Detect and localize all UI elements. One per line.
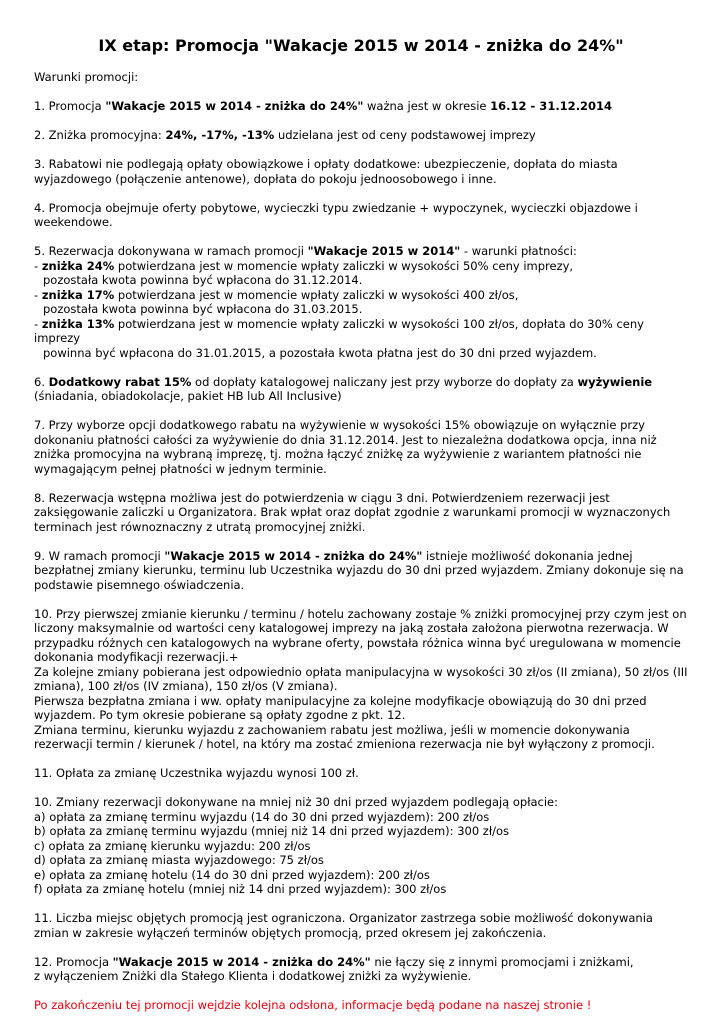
text: (śniadania, obiadokolacje, pakiet HB lub All Inclusive) <box>34 389 342 403</box>
condition-10-changes <box>34 607 688 752</box>
list-item: a) opłata za zmianę terminu wyjazdu (14 do 30 dni przed wyjazdem): 200 zł/os <box>34 809 490 824</box>
footer-notice: Po zakończeniu tej promocji wejdzie kolejna odsłona, informacje będą podane na naszej stronie ! <box>34 998 592 1012</box>
text: 9. W ramach promocji <box>34 548 165 563</box>
list-item: f) opłata za zmianę hotelu (mniej niż 14 dni przed wyjazdem): 300 zł/os <box>34 882 447 896</box>
extra-discount: Dodatkowy rabat 15% <box>48 374 192 389</box>
condition-2 <box>34 128 688 143</box>
condition-9 <box>34 549 688 593</box>
text: 10. Przy pierwszej zmianie kierunku / terminu / hotelu zachowany zostaje % zniżki promocyjnej przy czym jest on liczony maksymalnie od wartości ceny katalogowej imprezy na jaką została założona pierwotna rezerwacja. W przypadku różnych cen katalogowych na wybrane oferty, powstała różnica winna być uregulowana w momencie dokonania modyfikacji rezerwacji.+ <box>34 606 687 664</box>
indented-line: powinna być wpłacona do 31.01.2015, a pozostała kwota płatna jest do 30 dni przed wyjazdem. <box>43 345 597 360</box>
text: - warunki płatności: <box>460 244 577 258</box>
text: udzielana jest od ceny podstawowej imprezy <box>274 128 536 142</box>
text: 10. Zmiany rezerwacji dokonywane na mniej niż 30 dni przed wyjazdem podlegają opłacie: <box>34 795 559 809</box>
text: potwierdzana jest w momencie wpłaty zaliczki w wysokości 400 zł/os, <box>114 287 519 302</box>
text: Za kolejne zmiany pobierana jest odpowiednio opłata manipulacyjna w wysokości 30 zł/os (II zmiana), 50 zł/os (III zmiana), 100 zł/os (IV zmiana), 150 zł/os (V zmiana). <box>34 664 688 693</box>
list-item: c) opłata za zmianę kierunku wyjazdu: 200 zł/os <box>34 838 311 853</box>
text: 5. Rezerwacja dokonywana w ramach promocji <box>34 244 308 258</box>
list-item: d) opłata za zmianę miasta wyjazdowego: 75 zł/os <box>34 853 324 867</box>
discount-17: zniżka 17% <box>41 287 115 302</box>
condition-11-participant-fee: 11. Opłata za zmianę Uczestnika wyjazdu wynosi 100 zł. <box>34 766 359 780</box>
condition-8: 8. Rezerwacja wstępna możliwa jest do potwierdzenia w ciągu 3 dni. Potwierdzeniem rezerwacji jest zaksięgowanie zaliczki u Organizatora. Brak wpłat oraz dopłat zgodnie z warunkami promocji w wyznaczonych terminach jest równoznaczny z utratą promocyjnej zniżki. <box>34 490 671 534</box>
text: Zmiana terminu, kierunku wyjazdu z zachowaniem rabatu jest możliwa, jeśli w momencie dokonywania rezerwacji termin / kierunek / hotel, na który ma zostać zmieniona rezerwacja nie był wyłączony z promocji. <box>34 722 655 751</box>
promo-name: "Wakacje 2015 w 2014 - zniżka do 24%" <box>105 99 364 113</box>
condition-6 <box>34 375 688 404</box>
text: 2. Zniżka promocyjna: <box>34 128 166 142</box>
text: istnieje możliwość dokonania jednej bezpłatnej zmiany kierunku, terminu lub Uczestnika wyjazdu do 30 dni przed wyjazdem. Zmiany dokonuje się na podstawie pisemnego oświadczenia. <box>34 548 684 592</box>
text: potwierdzana jest w momencie wpłaty zaliczki w wysokości 100 zł/os, dopłata do 30% ceny imprezy <box>34 316 644 345</box>
condition-12 <box>34 955 688 984</box>
bullet: - <box>34 316 42 331</box>
condition-11-limits: 11. Liczba miejsc objętych promocją jest ograniczona. Organizator zastrzega sobie możliwość dokonywania zmian w zakresie wyłączeń terminów objętych promocją, przed okresem jej zakończenia. <box>34 911 653 940</box>
promo-name: "Wakacje 2015 w 2014 - zniżka do 24%" <box>164 548 423 563</box>
text: Pierwsza bezpłatna zmiana i ww. opłaty manipulacyjne za kolejne modyfikacje obowiązują do 30 dni przed wyjazdem. Po tym okresie pobierane są opłaty zgodne z pkt. 12. <box>34 693 647 722</box>
text: nie łączy się z innymi promocjami i zniżkami, <box>370 954 634 969</box>
condition-10-fees <box>34 795 688 897</box>
indented-line: pozostała kwota powinna być wpłacona do 31.03.2015. <box>43 302 363 316</box>
text: potwierdzana jest w momencie wpłaty zaliczki w wysokości 50% ceny imprezy, <box>114 258 574 273</box>
bullet: - <box>34 258 42 273</box>
condition-3: 3. Rabatowi nie podlegają opłaty obowiązkowe i opłaty dodatkowe: ubezpieczenie, dopłata do miasta wyjazdowego (połączenie antenowe), dopłata do pokoju jednoosobowego i inne. <box>34 157 618 186</box>
text: 1. Promocja <box>34 99 106 113</box>
discount-values: 24%, -17%, -13% <box>165 128 275 142</box>
text: 12. Promocja <box>34 954 113 969</box>
discount-24: zniżka 24% <box>41 258 115 273</box>
condition-5 <box>34 244 688 360</box>
bullet: - <box>34 287 42 302</box>
text: 6. <box>34 374 49 389</box>
condition-4: 4. Promocja obejmuje oferty pobytowe, wycieczki typu zwiedzanie + wypoczynek, wycieczki objazdowe i weekendowe. <box>34 200 638 229</box>
list-item: b) opłata za zmianę terminu wyjazdu (mniej niż 14 dni przed wyjazdem): 300 zł/os <box>34 824 510 838</box>
promo-period: 16.12 - 31.12.2014 <box>490 99 613 113</box>
discount-13: zniżka 13% <box>41 316 115 331</box>
text: ważna jest w okresie <box>363 99 491 113</box>
condition-7: 7. Przy wyborze opcji dodatkowego rabatu na wyżywienie w wysokości 15% obowiązuje on wyłącznie przy dokonaniu płatności całości za wyżywienie do dnia 31.12.2014. Jest to niezależna dodatkowa opcja, inna niż zniżka promocyjna na wybraną imprezę, tj. można łączyć zniżkę za wyżywienie z wariantem płatności nie wymagającym pełnej płatności w jednym terminie. <box>34 418 657 476</box>
intro-text: Warunki promocji: <box>34 70 139 84</box>
list-item: e) opłata za zmianę hotelu (14 do 30 dni przed wyjazdem): 200 zł/os <box>34 867 430 882</box>
page-title: IX etap: Promocja "Wakacje 2015 w 2014 - zniżka do 24%" <box>98 36 624 55</box>
condition-1 <box>34 99 688 114</box>
meals-word: wyżywienie <box>577 374 653 389</box>
promo-name: "Wakacje 2015 w 2014 - zniżka do 24%" <box>112 954 371 969</box>
text: z wyłączeniem Zniżki dla Stałego Klienta i dodatkowej zniżki za wyżywienie. <box>34 969 472 983</box>
promo-name: "Wakacje 2015 w 2014" <box>307 244 461 258</box>
text: od dopłaty katalogowej naliczany jest przy wyborze do dopłaty za <box>191 374 578 389</box>
indented-line: pozostała kwota powinna być wpłacona do 31.12.2014. <box>43 273 363 287</box>
